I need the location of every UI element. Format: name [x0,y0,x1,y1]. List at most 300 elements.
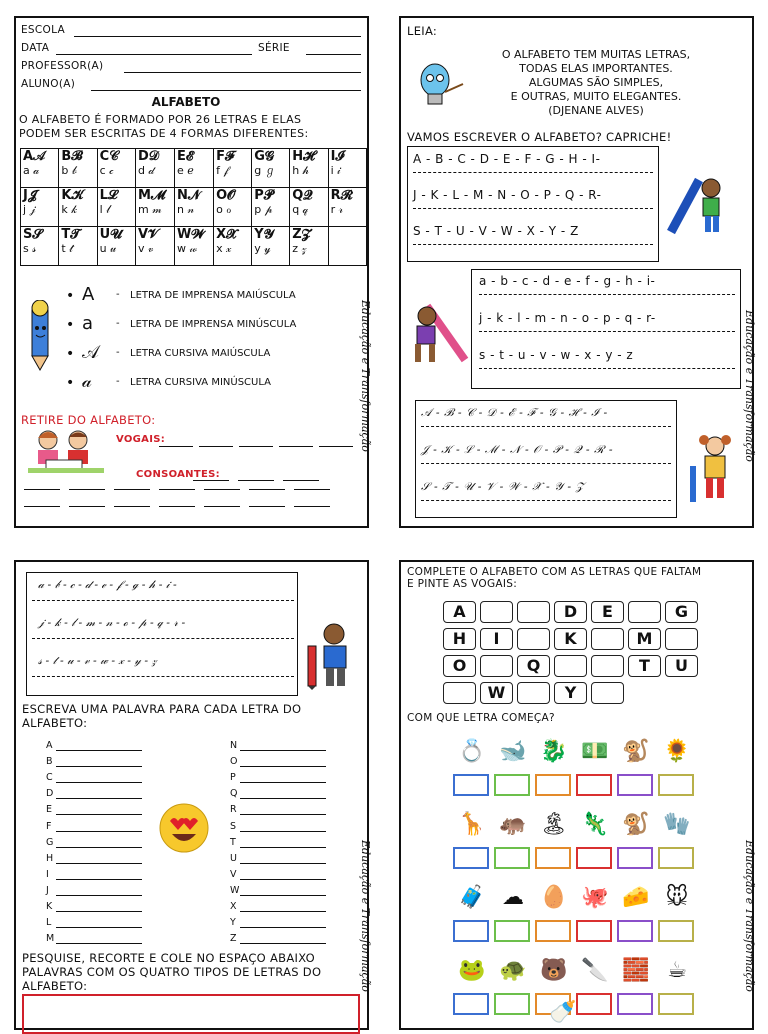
cell-lowercase: g ℊ [254,164,276,177]
word-letter: B [46,756,53,768]
answer-box[interactable] [576,774,612,796]
cell-uppercase: E𝓔 [177,149,194,164]
word-letter: U [230,852,237,864]
legend-text: LETRA DE IMPRENSA MAIÚSCULA [130,290,296,301]
alphabet-cell [135,149,174,188]
word-letter: F [46,820,52,832]
word-answer-line[interactable] [240,766,326,767]
cell-lowercase: n 𝓃 [177,203,195,216]
cell-lowercase: u 𝓊 [99,242,117,255]
write-word-line-1: ESCREVA UMA PALAVRA PARA CADA LETRA DO [22,702,302,716]
answer-line[interactable] [199,446,233,447]
word-answer-line[interactable] [240,782,326,783]
page-title: ALFABETO [151,95,221,109]
cell-uppercase: I𝓘 [330,149,345,164]
word-answer-line[interactable] [240,927,326,928]
partial-picture-icon: 🍼 [549,1000,577,1025]
cell-lowercase: d 𝒹 [137,164,155,177]
word-letter: L [46,917,52,929]
word-letter: W [230,884,240,896]
answer-box[interactable] [617,847,653,869]
word-letter: E [46,804,53,816]
research-line-3: ALFABETO: [22,979,88,993]
alphabet-cell [252,188,290,227]
answer-box[interactable] [453,847,489,869]
pencil-mascot-image [24,300,56,372]
cell-uppercase: T𝓣 [61,227,81,242]
word-letter: R [230,804,237,816]
worksheet-page-1 [14,16,369,528]
writing-line[interactable] [421,500,671,501]
answer-box[interactable] [494,993,530,1015]
letter-box[interactable]: Q [517,655,550,677]
word-answer-line[interactable] [240,895,326,896]
side-watermark-1: Educação e Transformação [359,300,372,452]
answer-line[interactable] [283,480,319,481]
letter-box[interactable]: O [443,655,476,677]
writing-line[interactable] [413,244,653,245]
answer-line[interactable] [159,506,195,507]
cell-lowercase: l 𝓁 [99,203,110,216]
word-letter: K [46,901,53,912]
cell-lowercase: x 𝓍 [216,242,232,255]
letter-box[interactable] [480,601,513,623]
poem-line: E OUTRAS, MUITO ELEGANTES. [510,90,682,103]
picture-icon: 🧱 [622,958,650,983]
letter-box[interactable] [628,601,661,623]
word-letter: P [230,772,236,784]
alphabet-cell [97,149,135,188]
alphabet-cell [97,227,135,266]
writing-line[interactable] [413,208,653,209]
letter-box[interactable] [554,655,587,677]
answer-box[interactable] [658,774,694,796]
answer-line[interactable] [159,446,193,447]
answer-line[interactable] [114,489,150,490]
alphabet-cell [290,227,328,266]
answer-line[interactable] [238,480,274,481]
word-letter: O [230,756,238,768]
letter-box[interactable] [517,628,550,650]
writing-line[interactable] [421,426,671,427]
word-letter: N [230,740,238,751]
legend-text: LETRA CURSIVA MINÚSCULA [130,377,271,388]
write-prompt: VAMOS ESCREVER O ALFABETO? CAPRICHE! [407,130,672,144]
letter-box[interactable]: K [554,628,587,650]
student-line[interactable] [91,90,361,91]
worksheet-page-2 [399,16,754,528]
write-word-line-2: ALFABETO: [22,716,88,730]
date-line[interactable] [56,54,252,55]
intro-line-2: PODEM SER ESCRITAS DE 4 FORMAS DIFERENTES: [19,127,309,140]
paste-area[interactable] [22,994,360,1034]
school-label: ESCOLA [21,24,65,36]
cell-lowercase: f 𝒻 [216,164,229,177]
letter-box[interactable]: U [665,655,698,677]
cell-lowercase: j 𝒿 [23,203,36,216]
alphabet-cell [97,188,135,227]
cell-uppercase: S𝓢 [23,227,43,242]
letter-box[interactable]: M [628,628,661,650]
alphabet-cell [252,149,290,188]
answer-line[interactable] [294,489,330,490]
answer-line[interactable] [239,446,273,447]
legend-text: LETRA CURSIVA MAIÚSCULA [130,348,271,359]
worksheet-page-3 [14,560,369,1030]
writing-line[interactable] [413,172,653,173]
picture-icon: 🧀 [622,885,650,910]
letter-box[interactable]: W [480,682,513,704]
legend-glyph: 𝒜 [82,342,100,363]
cell-lowercase: t 𝓉 [61,242,73,255]
letter-box[interactable] [591,682,624,704]
alphabet-cell [328,188,366,227]
answer-box[interactable] [494,920,530,942]
word-answer-line[interactable] [240,879,326,880]
answer-line[interactable] [24,489,60,490]
word-answer-line[interactable] [56,766,142,767]
trace-row: 𝓈 - 𝓉 - 𝓊 - 𝓋 - 𝓌 - 𝓍 - 𝓎 - 𝓏 [38,654,157,667]
writing-line[interactable] [479,368,735,369]
poem-line: O ALFABETO TEM MUITAS LETRAS, [501,48,691,61]
alphabet-cell [175,188,214,227]
cell-lowercase: m 𝓂 [137,203,162,216]
word-answer-line[interactable] [240,863,326,864]
word-answer-line[interactable] [56,911,142,912]
answer-box[interactable] [617,920,653,942]
student-label: ALUNO(A) [21,78,76,90]
picture-icon: 🏝 [540,812,568,837]
word-answer-line[interactable] [56,927,142,928]
answer-box[interactable] [535,920,571,942]
picture-icon: 🐋 [499,739,527,764]
word-answer-line[interactable] [240,750,326,751]
picture-icon: 🐢 [499,958,527,983]
word-letter: C [46,772,53,784]
cell-uppercase: J𝓙 [23,188,37,203]
cell-uppercase: K𝓚 [61,188,84,203]
letter-box[interactable]: D [554,601,587,623]
answer-line[interactable] [193,480,229,481]
girl-pencil-image-2 [685,434,737,504]
letter-box[interactable]: A [443,601,476,623]
complete-line-1: COMPLETE O ALFABETO COM AS LETRAS QUE FALTAM [407,566,702,578]
word-answer-line[interactable] [56,863,142,864]
cell-uppercase: X𝓧 [216,227,237,242]
cell-lowercase: c 𝒸 [99,164,114,177]
word-answer-line[interactable] [56,814,142,815]
legend-bullet: • [66,288,75,304]
picture-icon: 🐒 [622,739,650,764]
retire-heading: RETIRE DO ALFABETO: [21,413,156,427]
word-letter: G [46,836,54,848]
word-answer-line[interactable] [56,879,142,880]
answer-line[interactable] [294,506,330,507]
alphabet-cell [252,227,290,266]
cell-lowercase: i 𝒾 [330,164,341,177]
letter-box[interactable] [591,628,624,650]
word-answer-line[interactable] [56,750,142,751]
cell-lowercase: s 𝓈 [23,242,37,255]
cell-lowercase: r 𝓇 [330,203,344,216]
answer-box[interactable] [658,993,694,1015]
cell-lowercase: y 𝓎 [254,242,271,255]
word-letter: Y [230,917,236,929]
trace-row: 𝒜 - ℬ - 𝒞 - 𝒟 - ℰ - ℱ - 𝒢 - ℋ - ℐ - [421,406,608,419]
word-letter: A [46,740,53,751]
picture-icon: 🧳 [458,885,486,910]
cell-uppercase: Q𝓠 [292,188,313,203]
word-answer-line[interactable] [56,831,142,832]
bulb-mascot-image [415,62,465,110]
writing-line[interactable] [479,331,735,332]
alphabet-cell [21,188,59,227]
alphabet-cell [214,149,252,188]
picture-icon: 🧤 [663,812,691,837]
answer-box[interactable] [494,774,530,796]
letter-box[interactable] [517,601,550,623]
answer-line[interactable] [279,446,313,447]
girl-with-pencil-image [407,300,469,366]
cell-lowercase: o ℴ [216,203,232,216]
trace-row: A - B - C - D - E - F - G - H - I- [413,152,601,166]
legend-bullet: • [66,317,75,333]
answer-line[interactable] [204,506,240,507]
picture-icon: 🐭 [665,885,689,910]
side-watermark-2: Educação e Transformação [743,310,756,462]
answer-box[interactable] [494,847,530,869]
trace-row: 𝒶 - 𝒷 - 𝒸 - 𝒹 - ℯ - 𝒻 - ℊ - 𝒽 - 𝒾 - [38,578,177,591]
answer-line[interactable] [319,446,353,447]
answer-box[interactable] [576,920,612,942]
letter-box[interactable] [517,682,550,704]
alphabet-cell [21,149,59,188]
date-label: DATA [21,42,50,54]
cell-lowercase: b 𝒷 [61,164,77,177]
heart-eyes-emoji-icon [158,802,210,854]
alphabet-cell [59,227,97,266]
answer-box[interactable] [617,993,653,1015]
research-line-2: PALAVRAS COM OS QUATRO TIPOS DE LETRAS DO [22,965,322,979]
word-answer-line[interactable] [240,798,326,799]
letter-box[interactable]: E [591,601,624,623]
alphabet-cell [21,227,59,266]
cell-uppercase: Z𝓩 [292,227,311,242]
writing-line[interactable] [32,676,294,677]
word-answer-line[interactable] [56,847,142,848]
answer-line[interactable] [249,489,285,490]
boy-with-pencil-image [665,174,731,238]
word-letter: M [46,933,55,945]
word-answer-line[interactable] [56,943,142,944]
answer-line[interactable] [159,489,195,490]
letter-box[interactable]: G [665,601,698,623]
alphabet-cell [214,227,252,266]
trace-row: S - T - U - V - W - X - Y - Z [413,224,579,238]
word-letter: J [46,884,49,896]
legend-glyph: 𝒶 [82,371,92,392]
word-letter: V [230,868,237,880]
boy-red-pencil-image [306,622,356,690]
legend-dash: - [116,318,120,329]
cell-uppercase: L𝓛 [99,188,118,203]
word-letter: Q [230,788,238,800]
answer-line[interactable] [69,506,105,507]
alphabet-cell [175,227,214,266]
letter-box[interactable]: T [628,655,661,677]
poem-line: ALGUMAS SÃO SIMPLES, [528,76,664,89]
vogais-label: VOGAIS: [116,434,166,445]
cell-lowercase: w 𝓌 [177,242,198,255]
answer-box[interactable] [658,847,694,869]
answer-line[interactable] [114,506,150,507]
alphabet-cell [328,149,366,188]
picture-icon: 🐻 [540,958,568,983]
word-letter: S [230,820,237,832]
picture-icon: 🦒 [458,812,486,837]
trace-row: 𝒿 - 𝓀 - 𝓁 - 𝓂 - 𝓃 - ℴ - 𝓅 - 𝓆 - 𝓇 - [38,616,186,629]
word-letter: Z [230,933,237,945]
answer-line[interactable] [69,489,105,490]
trace-row: j - k - l - m - n - o - p - q - r- [479,311,656,325]
writing-line[interactable] [32,638,294,639]
answer-box[interactable] [453,993,489,1015]
writing-line[interactable] [32,600,294,601]
letter-box[interactable] [591,655,624,677]
picture-icon: 🐙 [581,885,609,910]
word-answer-line[interactable] [240,847,326,848]
alphabet-cell [135,227,174,266]
cell-lowercase: e ℯ [177,164,194,177]
word-letter: T [230,836,236,848]
complete-line-2: E PINTE AS VOGAIS: [407,578,518,590]
cell-uppercase: O𝓞 [216,188,236,203]
word-answer-line[interactable] [56,798,142,799]
word-letter: H [46,852,54,864]
word-answer-line[interactable] [240,943,326,944]
cell-uppercase: U𝓤 [99,227,122,242]
alphabet-cell [175,149,214,188]
word-letter: I [46,868,49,880]
letter-box[interactable]: I [480,628,513,650]
poem-line: (DJENANE ALVES) [548,104,644,117]
answer-box[interactable] [658,920,694,942]
intro-line-1: O ALFABETO É FORMADO POR 26 LETRAS E ELAS [19,113,302,126]
answer-box[interactable] [576,993,612,1015]
answer-box[interactable] [535,847,571,869]
letter-box[interactable]: Y [554,682,587,704]
cell-lowercase: q 𝓆 [292,203,309,216]
cell-lowercase: v 𝓋 [137,242,154,255]
picture-icon: 🔪 [581,958,609,983]
alphabet-cell [59,149,97,188]
cell-uppercase: H𝓗 [292,149,315,164]
cell-lowercase: h 𝒽 [292,164,309,177]
word-answer-line[interactable] [56,782,142,783]
serie-label: SÉRIE [258,42,290,54]
side-watermark-4: Educação e Transformação [743,840,756,992]
trace-row: 𝒥 - 𝒦 - ℒ - ℳ - 𝒩 - 𝒪 - 𝒫 - 𝒬 - ℛ - [421,443,614,456]
answer-line[interactable] [24,506,60,507]
cell-uppercase: R𝓡 [330,188,353,203]
trace-row: a - b - c - d - e - f - g - h - i- [479,274,656,288]
teacher-label: PROFESSOR(A) [21,60,104,72]
serie-line[interactable] [306,54,361,55]
picture-icon: 🐉 [540,739,568,764]
answer-box[interactable] [535,774,571,796]
consoantes-label: CONSOANTES: [136,469,220,480]
alphabet-cell [214,188,252,227]
writing-line[interactable] [421,463,671,464]
answer-line[interactable] [204,489,240,490]
writing-line[interactable] [479,294,735,295]
research-line-1: PESQUISE, RECORTE E COLE NO ESPAÇO ABAIXO [22,951,315,965]
word-answer-line[interactable] [240,911,326,912]
cell-uppercase: F𝓕 [216,149,235,164]
letter-box[interactable] [480,655,513,677]
first-letter-heading: COM QUE LETRA COMEÇA? [407,712,555,724]
legend-dash: - [116,347,120,358]
alphabet-cell [328,227,366,266]
trace-row: s - t - u - v - w - x - y - z [479,348,634,362]
school-line[interactable] [74,36,361,37]
cell-lowercase: a 𝒶 [23,164,40,177]
legend-dash: - [116,289,120,300]
cell-uppercase: D𝒟 [137,149,160,164]
kids-reading-image [26,428,106,474]
picture-icon: 💵 [581,739,609,764]
cell-uppercase: Y𝓨 [254,227,274,242]
cell-uppercase: M𝓜 [137,188,166,203]
picture-icon: 🦛 [499,812,527,837]
answer-box[interactable] [453,920,489,942]
alphabet-cell [135,188,174,227]
picture-icon: 🐒 [622,812,650,837]
cell-uppercase: W𝓦 [177,227,205,242]
cell-uppercase: P𝓟 [254,188,274,203]
answer-box[interactable] [617,774,653,796]
legend-text: LETRA DE IMPRENSA MINÚSCULA [130,319,297,330]
legend-bullet: • [66,375,75,391]
teacher-line[interactable] [124,72,361,73]
letter-box[interactable] [665,628,698,650]
letter-box[interactable] [443,682,476,704]
trace-row: 𝒮 - 𝒯 - 𝒰 - 𝒱 - 𝒲 - 𝒳 - 𝒴 - 𝒵 [421,480,585,493]
answer-line[interactable] [249,506,285,507]
picture-icon: 🦎 [581,812,609,837]
cell-uppercase: A𝒜 [23,149,46,164]
letter-box[interactable]: H [443,628,476,650]
word-answer-line[interactable] [56,895,142,896]
legend-dash: - [116,376,120,387]
alphabet-cell [290,149,328,188]
word-answer-line[interactable] [240,831,326,832]
cell-uppercase: N𝓝 [177,188,201,203]
picture-icon: 🐸 [458,958,486,983]
leia-label: LEIA: [407,24,438,38]
answer-box[interactable] [453,774,489,796]
cell-uppercase: C𝒞 [99,149,119,164]
answer-box[interactable] [576,847,612,869]
picture-icon: 🥚 [540,885,568,910]
word-answer-line[interactable] [240,814,326,815]
poem-line: TODAS ELAS IMPORTANTES. [519,62,673,75]
trace-row: J - K - L - M - N - O - P - Q - R- [413,188,602,202]
worksheet-page-4 [399,560,754,1030]
cell-lowercase: z 𝓏 [292,242,307,255]
cell-uppercase: G𝓖 [254,149,274,164]
cell-uppercase: V𝓥 [137,227,159,242]
